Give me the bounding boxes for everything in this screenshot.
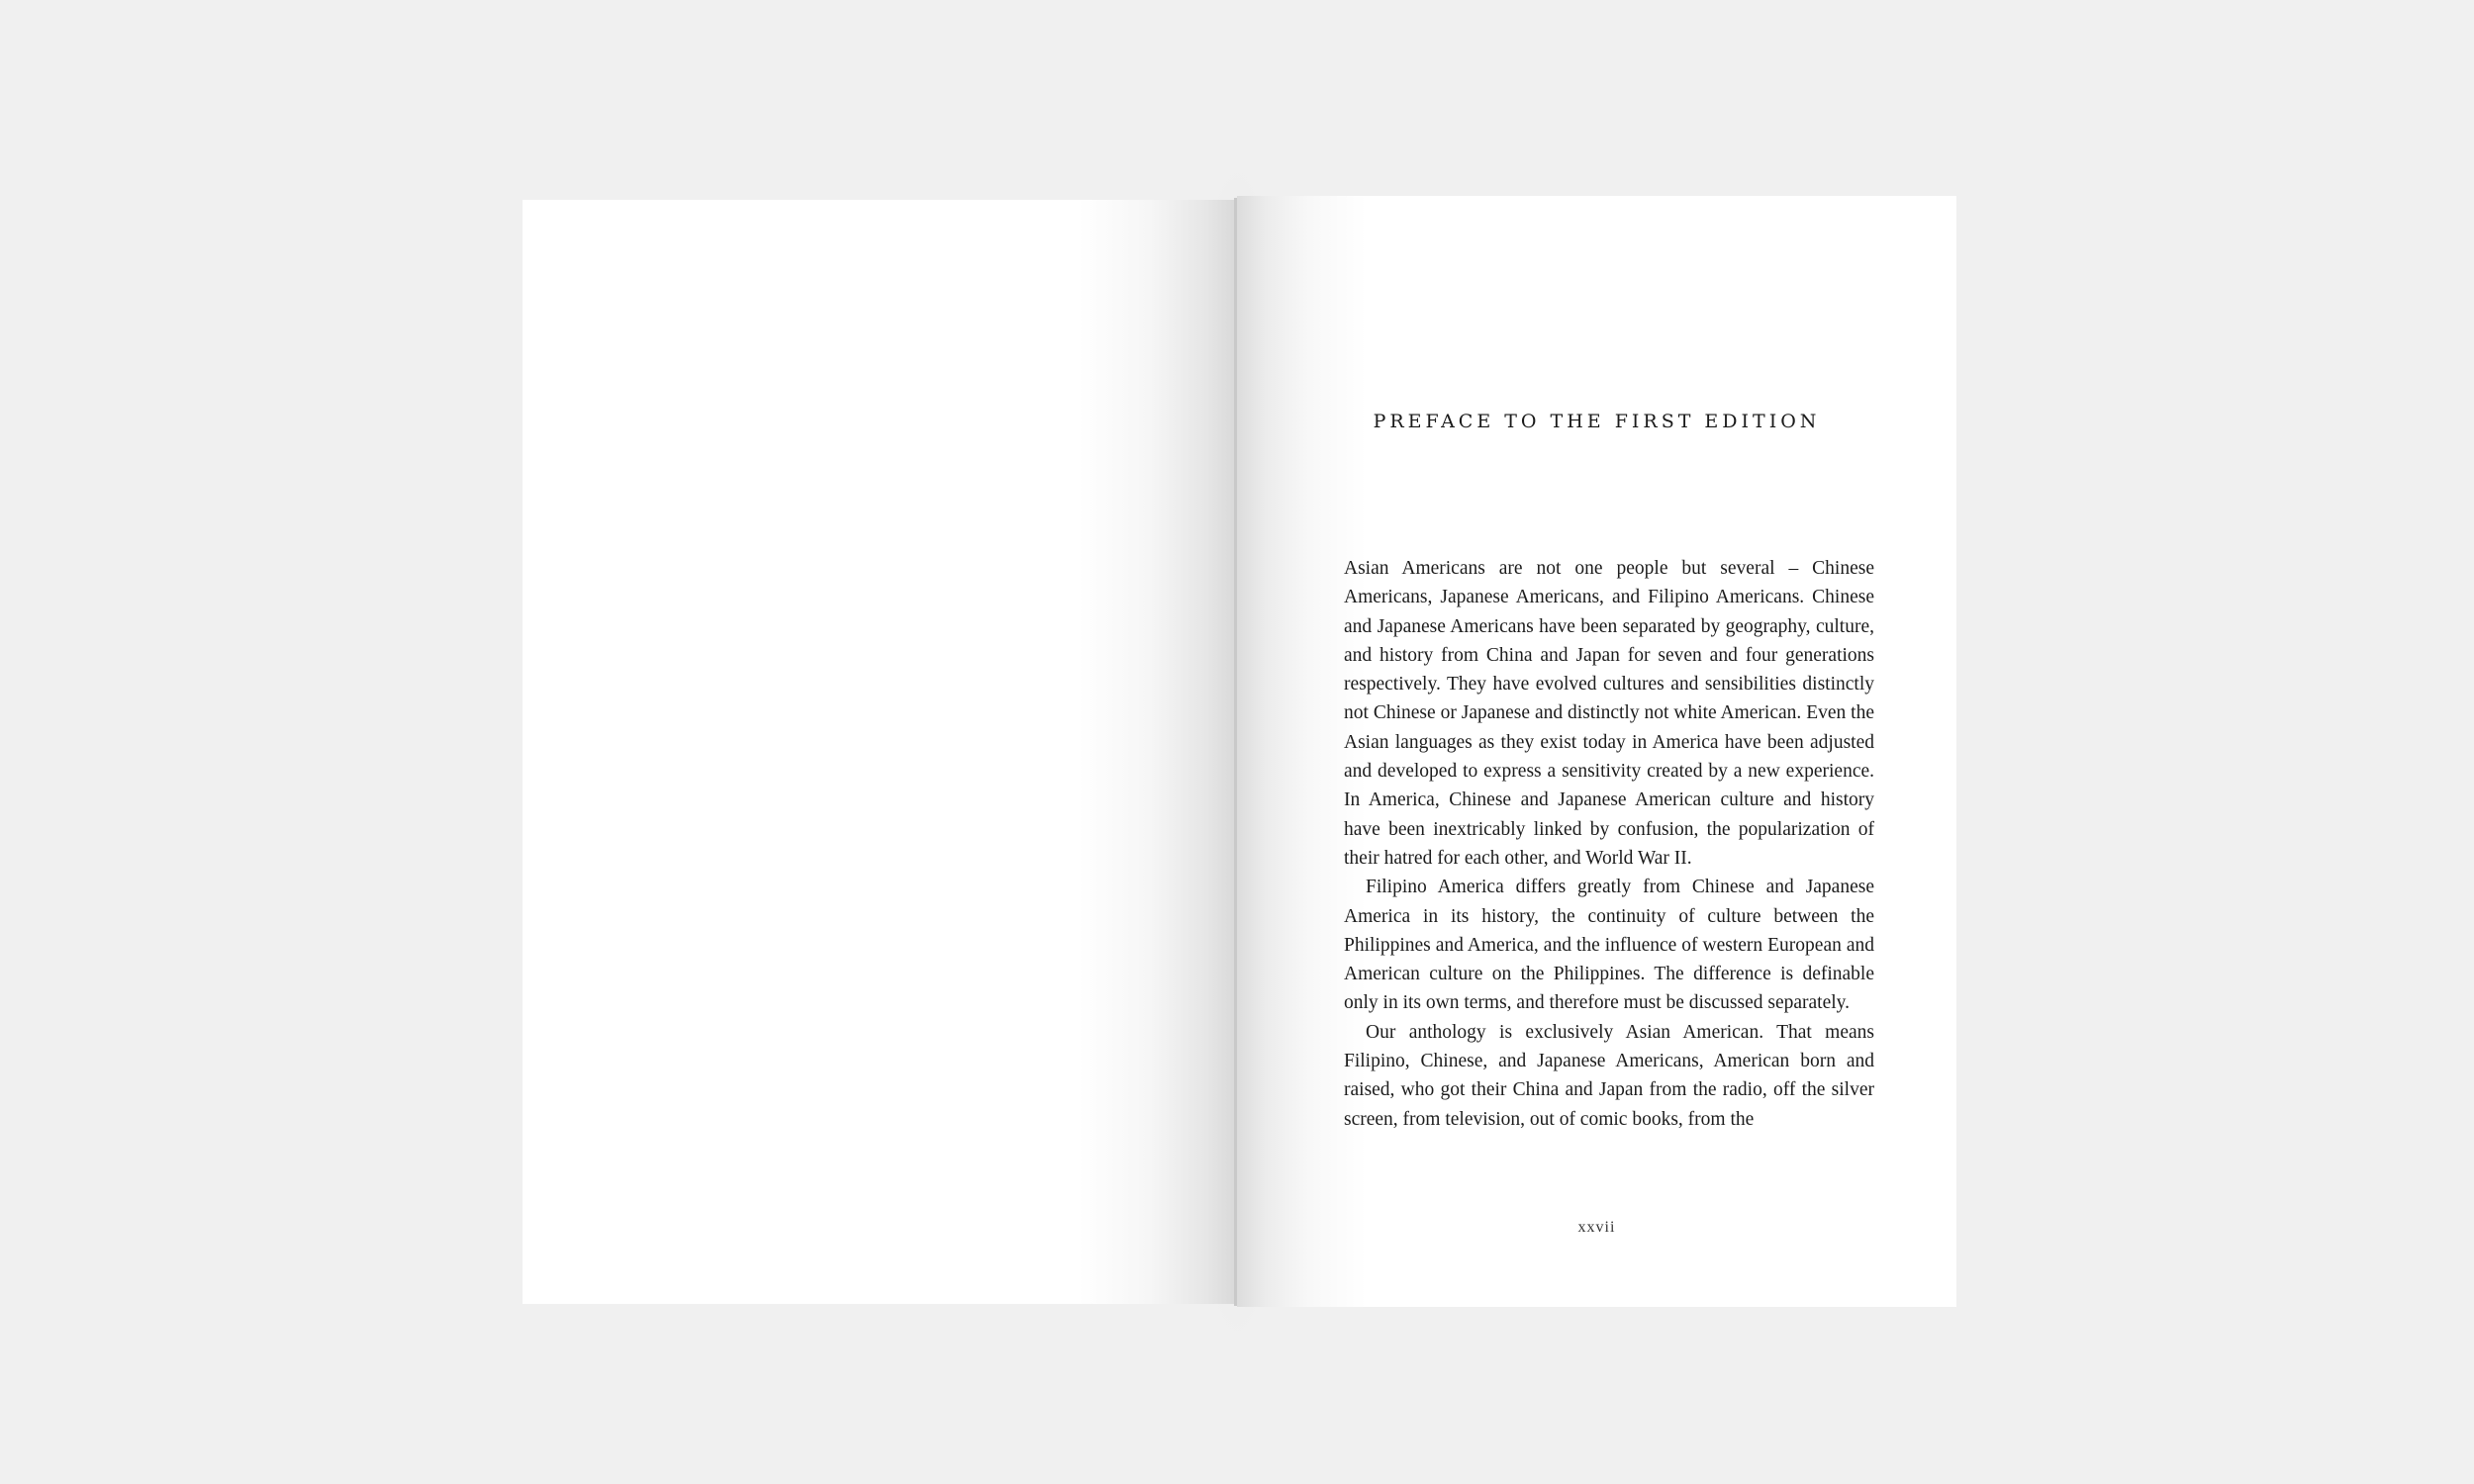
page-number: xxvii [1577,1219,1616,1236]
body-text [1344,554,1874,1134]
right-page [1237,196,1956,1307]
paragraph-1: Asian Americans are not one people but several – Chinese Americans, Japanese Americans, and Filipino Americans. Chinese and Japanese Americans have been separated by geography, culture, and history from China and Japan for seven and four generations respectively. They have evolved cultures and sensibilities distinctly not Chinese or Japanese and distinctly not white American. Even the Asian languages as they exist today in America have been adjusted and developed to express a sensitivity created by a new experience. In America, Chinese and Japanese American culture and history have been inextricably linked by confusion, the popularization of their hatred for each other, and World War II. [1344,558,1874,869]
paragraph-2: Filipino America differs greatly from Chinese and Japanese America in its history, the continuity of culture between the Philippines and America, and the influence of western European and American culture on the Philippines. The difference is definable only in its own terms, and therefore must be discussed separately. [1344,877,1874,1014]
chapter-title: PREFACE TO THE FIRST EDITION [1373,411,1821,432]
left-page [523,200,1235,1304]
paragraph-3: Our anthology is exclusively Asian American. That means Filipino, Chinese, and Japanese Americans, American born and raised, who got their China and Japan from the radio, off the silver screen, from television, out of comic books, from the [1344,1021,1874,1130]
